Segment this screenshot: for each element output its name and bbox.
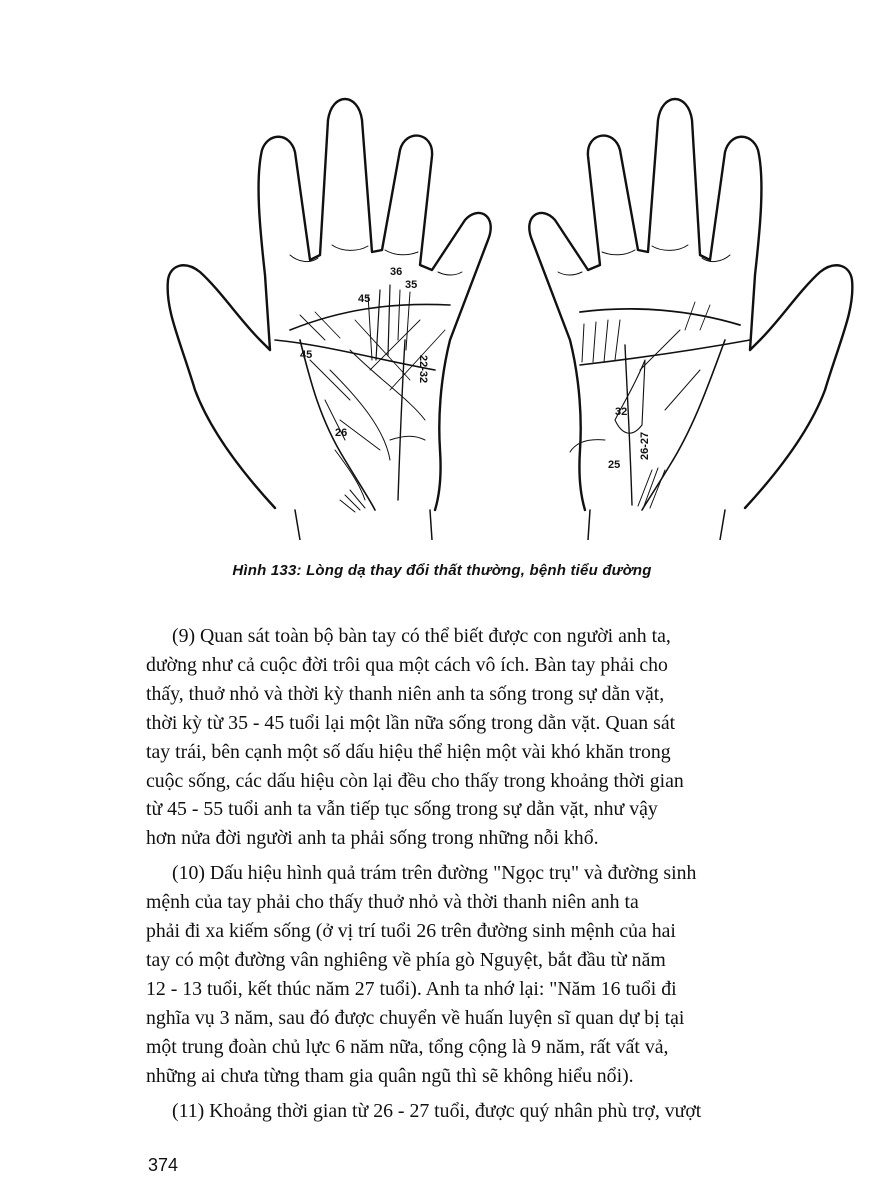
right-label-32: 32 (615, 406, 628, 418)
text-line: thời kỳ từ 35 - 45 tuổi lại một lần nữa sống trong dằn vặt. Quan sát (146, 711, 676, 734)
text-line: tay có một đường vân nghiêng về phía gò Nguyệt, bắt đầu từ năm (146, 948, 666, 971)
figure-caption: Hình 133: Lòng dạ thay đổi thất thường, bệnh tiểu đường (232, 562, 652, 579)
text-line: những ai chưa từng tham gia quân ngũ thì sẽ không hiểu nổi). (146, 1064, 634, 1087)
text-line: một trung đoàn chủ lực 6 năm nữa, tổng cộng là 9 năm, rất vất vả, (146, 1035, 669, 1058)
page-number: 374 (148, 1155, 179, 1175)
palm-figure (150, 40, 870, 540)
left-label-35: 35 (405, 279, 418, 291)
text-line: phải đi xa kiếm sống (ở vị trí tuổi 26 trên đường sinh mệnh của hai (146, 920, 676, 943)
text-line: 12 - 13 tuổi, kết thúc năm 27 tuổi). Anh ta nhớ lại: "Năm 16 tuổi đi (146, 977, 677, 1000)
text-line: (10) Dấu hiệu hình quả trám trên đường "Ngọc trụ" và đường sinh (172, 862, 697, 885)
left-label-26: 26 (335, 427, 348, 439)
text-line: nghĩa vụ 3 năm, sau đó được chuyển về huấn luyện sĩ quan dự bị tại (146, 1006, 685, 1029)
right-hand (529, 99, 852, 540)
text-line: mệnh của tay phải cho thấy thuở nhỏ và thời thanh niên anh ta (146, 891, 639, 914)
text-line: dường như cả cuộc đời trôi qua một cách vô ích. Bàn tay phải cho (146, 653, 668, 676)
paragraph-11 (146, 1097, 840, 1126)
body-text (146, 622, 840, 1131)
text-line: (11) Khoảng thời gian từ 26 - 27 tuổi, được quý nhân phù trợ, vượt (172, 1099, 702, 1122)
left-label-45-lower: 45 (300, 349, 313, 361)
right-label-25: 25 (608, 459, 621, 471)
right-label-26-27: 26-27 (639, 431, 651, 460)
text-line: cuộc sống, các dấu hiệu còn lại đều cho thấy trong khoảng thời gian (146, 769, 684, 792)
text-line: thấy, thuở nhỏ và thời kỳ thanh niên anh ta sống trong sự dằn vặt, (146, 682, 665, 705)
left-hand (168, 99, 491, 540)
text-line: hơn nửa đời người anh ta phải sống trong những nỗi khổ. (146, 827, 599, 850)
text-line: (9) Quan sát toàn bộ bàn tay có thể biết được con người anh ta, (172, 625, 671, 647)
left-label-36: 36 (390, 266, 403, 278)
paragraph-9 (146, 622, 840, 853)
left-label-45-upper: 45 (358, 293, 371, 305)
palm-drawing (150, 40, 870, 540)
paragraph-10 (146, 859, 840, 1090)
text-line: từ 45 - 55 tuổi anh ta vẫn tiếp tục sống trong sự dằn vặt, như vậy (146, 798, 658, 821)
text-line: tay trái, bên cạnh một số dấu hiệu thể hiện một vài khó khăn trong (146, 740, 671, 763)
left-label-22-32: 22-32 (417, 355, 429, 384)
